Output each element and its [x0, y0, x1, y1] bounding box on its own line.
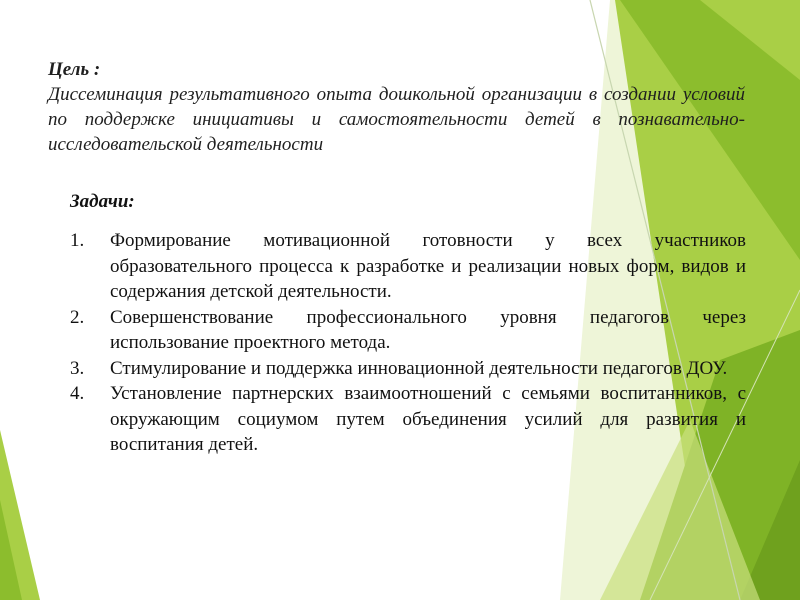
task-text: Формирование мотивационной готовности у всех участников образовательного процесса к разработке и реализации новых форм, видов и содержания детской деятельности. — [110, 230, 746, 302]
goal-section — [48, 58, 745, 157]
tasks-section — [70, 190, 746, 458]
goal-text: Диссеминация результативного опыта дошкольной организации в создании условий по поддержке инициативы и самостоятельности детей в познавательно-исследовательской деятельности — [48, 84, 745, 155]
task-item — [70, 228, 746, 305]
task-text: Стимулирование и поддержка инновационной деятельности педагогов ДОУ. — [110, 357, 728, 379]
task-number: 2. — [70, 306, 85, 328]
tasks-heading: Задачи: — [70, 191, 135, 212]
task-item — [70, 381, 746, 458]
task-number: 3. — [70, 357, 85, 379]
task-text: Совершенствование профессионального уровня педагогов через использование проектного метода. — [110, 306, 746, 353]
task-text: Установление партнерских взаимоотношений с семьями воспитанников, с окружающим социумом путем объединения усилий для развития и воспитания детей. — [110, 383, 746, 455]
task-list — [70, 228, 746, 458]
task-item — [70, 305, 746, 356]
task-number: 4. — [70, 383, 85, 404]
goal-heading: Цель : — [48, 59, 101, 80]
task-number: 1. — [70, 230, 85, 251]
task-item — [70, 356, 746, 382]
